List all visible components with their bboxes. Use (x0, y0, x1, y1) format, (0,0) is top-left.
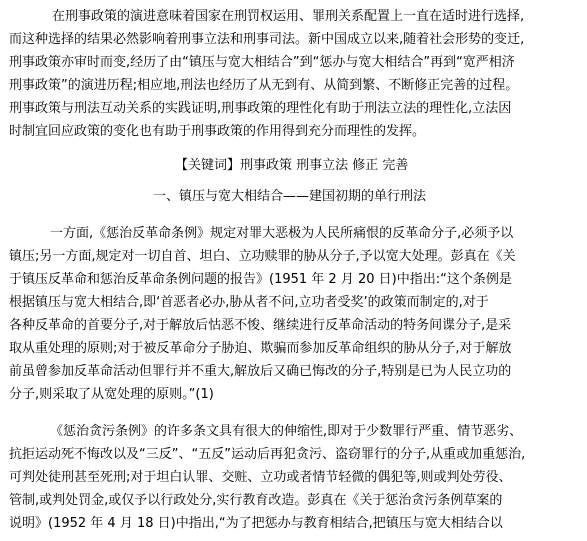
paragraph-3-line-5: 说明》(1952 年 4 月 18 日)中指出,“为了把惩办与教育相结合,把镇压与宽大相结合以 (9, 516, 503, 531)
paragraph-2-line-8: 分子,则采取了从宽处理的原则。”(1) (9, 387, 214, 402)
paragraph-2-line-7: 前虽曾参加反革命活动但罪行并不重大,解放后又确已悔改的分子,特别是已为人民立功的 (9, 364, 512, 379)
paragraph-2-line-3: 于镇压反革命和惩治反革命条例问题的报告》(1951 年 2 月 20 日)中指出:“这个条例是 (9, 272, 512, 287)
paragraph-2-line-1: 一方面,《惩治反革命条例》规定对罪大恶极为人民所痛恨的反革命分子,必须予以 (50, 226, 514, 241)
keywords-line: 【关键词】刑事政策 刑事立法 修正 完善 (175, 158, 409, 173)
paragraph-1-line-6: 时制宜回应政策的变化也有助于刑事政策的作用得到充分而理性的发挥。 (9, 124, 426, 139)
paragraph-3-line-2: 抗拒运动死不悔改以及“三反”、“五反”运动后再犯贪污、盗窃罪行的分子,从重或加重惩治, (9, 447, 526, 462)
paragraph-3-line-4: 管制,或判处罚金,或仅予以行政处分,实行教育改造。彭真在《关于惩治贪污条例草案的 (9, 493, 503, 508)
paragraph-1-line-2: 而这种选择的结果必然影响着刑事立法和刑事司法。新中国成立以来,随着社会形势的变迁, (9, 32, 525, 47)
section-heading: 一、镇压与宽大相结合——建国初期的单行刑法 (153, 189, 427, 204)
paragraph-2-line-6: 取从重处理的原则;对于被反革命分子胁迫、欺骗而参加反革命组织的胁从分子,对于解放 (9, 341, 512, 356)
paragraph-2-line-2: 镇压;另一方面,规定对一切自首、坦白、立功赎罪的胁从分子,予以宽大处理。彭真在《关 (9, 249, 516, 264)
paragraph-2-line-5: 各种反革命的首要分子,对于解放后怙恶不悛、继续进行反革命活动的特务间谍分子,是采 (9, 318, 512, 333)
paragraph-1-line-3: 刑事政策亦审时而变,经历了由“镇压与宽大相结合”到“惩办与宽大相结合”再到“宽严相济 (9, 55, 515, 70)
paragraph-3-line-1: 《惩治贪污条例》的许多条文具有很大的伸缩性,即对于少数罪行严重、情节恶劣、 (50, 424, 523, 439)
paragraph-1-line-5: 刑事政策与刑法互动关系的实践证明,刑事政策的理性化有助于刑法立法的理性化,立法因 (9, 101, 512, 116)
paragraph-1-line-4: 刑事政策”的演进历程;相应地,刑法也经历了从无到有、从简到繁、不断修正完善的过程。 (9, 78, 519, 93)
paragraph-2-line-4: 根据镇压与宽大相结合,即‘首恶者必办,胁从者不问,立功者受奖’的政策而制定的,对于 (9, 295, 489, 310)
paragraph-1-line-1: 在刑事政策的演进意味着国家在刑罚权运用、罪刑关系配置上一直在适时进行选择, (52, 9, 525, 24)
paragraph-3-line-3: 可判处徒刑甚至死刑;对于坦白认罪、交赃、立功或者情节轻微的偶犯等,则或判处劳役、 (9, 470, 512, 485)
